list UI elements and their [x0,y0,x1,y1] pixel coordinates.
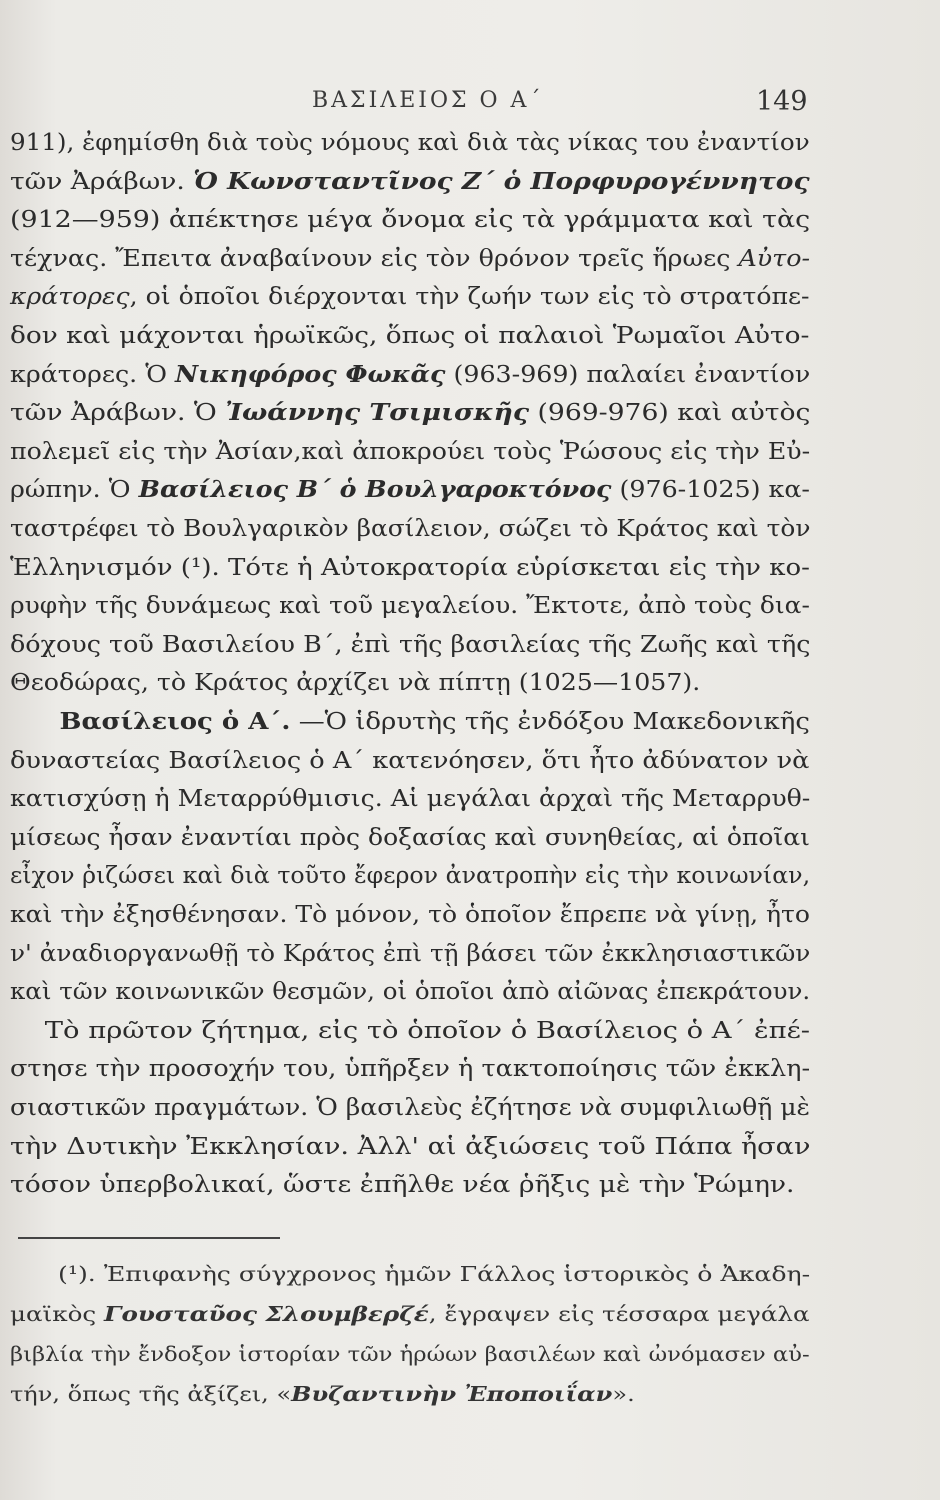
body-line [10,1016,810,1050]
footnote-text-segment: τήν, ὅπως τῆς ἀξίζει, « [10,1382,292,1406]
body-text-segment: Βασίλειος ὁ Α΄. [59,707,291,735]
body-text-segment: τόσον ὑπερβολικαί, ὥστε ἐπῆλθε νέα ῥῆξις μὲ τὴν Ῥώμην. [10,1170,795,1199]
body-text-segment: τῶν Ἀράβων. Ὁ [10,398,226,427]
page-header [0,88,940,128]
body-text-segment: Βασίλειος Β΄ ὁ Βουλγαροκτόνος [138,475,612,504]
body-line [10,939,810,973]
body-text-segment: ρυφὴν τῆς δυνάμεως καὶ τοῦ μεγαλείου. Ἔκτοτε, ἀπὸ τοὺς δια- [10,591,810,620]
body-text-segment: δον καὶ μάχονται ἡρωϊκῶς, ὅπως οἱ παλαιοὶ Ῥωμαῖοι Αὐτο- [10,321,810,349]
body-text-segment: Θεοδώρας, τὸ Κράτος ἀρχίζει νὰ πίπτῃ (1025—1057). [10,668,701,697]
body-line [10,321,809,355]
body-text-segment: , οἱ ὁποῖοι διέρχονται τὴν ζωήν των εἰς τὸ στρατόπε- [129,282,810,311]
body-line [10,1054,810,1088]
body-text-segment: Ἰωάννης Τσιμισκῆς [225,398,530,427]
body-text-segment: Τὸ πρῶτον ζήτημα, εἰς τὸ ὁποῖον ὁ Βασίλειος ὁ Α΄ ἐπέ- [10,1015,811,1044]
body-line [10,167,810,201]
footnote-text-segment: μαϊκὸς [10,1302,104,1326]
body-line [10,707,810,741]
body-line [10,553,810,587]
body-text-segment: ρώπην. Ὁ [10,475,139,504]
body-line [10,630,810,664]
body-text-segment: ν' ἀναδιοργανωθῇ τὸ Κράτος ἐπὶ τῇ βάσει τῶν ἐκκλησιαστικῶν [10,938,811,967]
body-line [10,1132,810,1166]
body-line [10,861,810,895]
body-text-segment: κατισχύσῃ ἡ Μεταρρύθμισις. Αἱ μεγάλαι ἀρχαὶ τῆς Μεταρρυθ- [10,784,811,813]
footnote-line [10,1262,810,1292]
body-text-segment: τῶν Ἀράβων. [10,166,194,195]
body-line [10,360,810,394]
body-text-segment: Νικηφόρος Φωκᾶς [175,359,446,388]
body-text-segment: (963-969) παλαίει ἐναντίον [445,359,811,388]
body-line [10,746,809,780]
footnote-text-segment: Γουσταῦος Σλουμβερζέ [103,1302,429,1326]
body-text-segment: κράτορες [10,282,130,311]
footnote-text-segment: (¹). Ἐπιφανὴς σύγχρονος ἡμῶν Γάλλος ἱστορικὸς ὁ Ἀκαδη- [10,1262,811,1286]
body-text-segment: τέχνας. Ἔπειτα ἀναβαίνουν εἰς τὸν θρόνον τρεῖς ἥρωες [10,243,739,272]
footnote-text-segment: ». [612,1382,635,1406]
body-text-segment: τὴν Δυτικὴν Ἐκκλησίαν. Ἀλλ' αἱ ἀξιώσεις τοῦ Πάπα ἦσαν [10,1131,811,1160]
body-text-segment: κράτορες. Ὁ [10,359,176,388]
footnote-line [10,1302,810,1332]
body-text-segment: (912—959) ἀπέκτησε μέγα ὄνομα εἰς τὰ γράμματα καὶ τὰς [10,205,811,234]
footnote-line [10,1382,635,1412]
body-text-segment: δυναστείας Βασίλειος ὁ Α΄ κατενόησεν, ὅτι ἦτο ἀδύνατον νὰ [10,745,810,774]
body-text-segment: στησε τὴν προσοχήν του, ὑπῆρξεν ἡ τακτοποίησις τῶν ἐκκλη- [10,1054,811,1083]
body-line [10,1093,810,1127]
body-text-segment: καὶ τῶν κοινωνικῶν θεσμῶν, οἱ ὁποῖοι ἀπὸ αἰῶνας ἐπεκράτουν. [10,977,811,1006]
body-text-segment: μίσεως ἦσαν ἐναντίαι πρὸς δοξασίας καὶ συνηθείας, αἱ ὁποῖαι [10,822,810,851]
running-head: ΒΑΣΙΛΕΙΟΣ Ο Α΄ [312,88,544,113]
footnote-text-segment: βιβλία τὴν ἔνδοξον ἱστορίαν τῶν ἡρώων βασιλέων καὶ ὠνόμασεν αὐ- [10,1342,810,1366]
body-text-segment: σιαστικῶν πραγμάτων. Ὁ βασιλεὺς ἐζήτησε νὰ συμφιλιωθῇ μὲ [10,1093,811,1121]
page-number: 149 [756,86,808,117]
body-text-segment: (976-1025) κα- [611,475,810,504]
footnote-text-segment: Βυζαντινὴν Ἐποποιΐαν [291,1382,613,1406]
body-text-segment: δόχους τοῦ Βασιλείου Β΄, ἐπὶ τῆς βασιλείας τῆς Ζωῆς καὶ τῆς [10,629,811,658]
body-text-segment: Ἑλληνισμόν (¹). Τότε ἡ Αὐτοκρατορία εὑρίσκεται εἰς τὴν κο- [10,552,810,581]
body-text-segment: 911), ἐφημίσθη διὰ τοὺς νόμους καὶ διὰ τὰς νίκας του ἐναντίον [10,128,810,156]
body-line [10,668,700,702]
body-line [10,900,810,934]
body-line [10,398,810,432]
body-line [10,514,810,548]
body-line [10,977,810,1011]
body-line [10,437,810,471]
body-line [10,475,810,509]
body-text-segment: εἶχον ῥιζώσει καὶ διὰ τοῦτο ἔφερον ἀνατροπὴν εἰς τὴν κοινωνίαν, [10,861,811,890]
body-text-segment: καὶ τὴν ἐξησθένησαν. Τὸ μόνον, τὸ ὁποῖον ἔπρεπε νὰ γίνῃ, ἦτο [10,900,811,928]
body-line [10,784,810,818]
body-line [10,205,810,239]
body-text-segment: —Ὁ ἱδρυτὴς τῆς ἐνδόξου Μακεδονικῆς [290,707,810,735]
body-line [10,282,810,316]
body-text-segment: πολεμεῖ εἰς τὴν Ἀσίαν,καὶ ἀποκρούει τοὺς Ῥώσους εἰς τὴν Εὐ- [10,436,811,465]
body-line [10,591,810,625]
body-text-segment [10,707,60,735]
footnote-rule [18,1237,280,1239]
body-line [10,823,810,857]
body-line [10,1170,794,1204]
footnote-line [10,1342,810,1372]
body-text-segment: (969-976) καὶ αὐτὸς [529,398,811,427]
body-line [10,128,810,162]
footnote-text-segment: , ἔγραψεν εἰς τέσσαρα μεγάλα [428,1302,810,1326]
body-line [10,244,810,278]
body-text-segment: ταστρέφει τὸ Βουλγαρικὸν βασίλειον, σώζει τὸ Κράτος καὶ τὸν [10,514,811,542]
body-text-segment: Ὁ Κωνσταντῖνος Ζ΄ ὁ Πορφυρογέννητος [193,166,810,195]
body-text-segment: Αὐτο- [738,243,811,272]
